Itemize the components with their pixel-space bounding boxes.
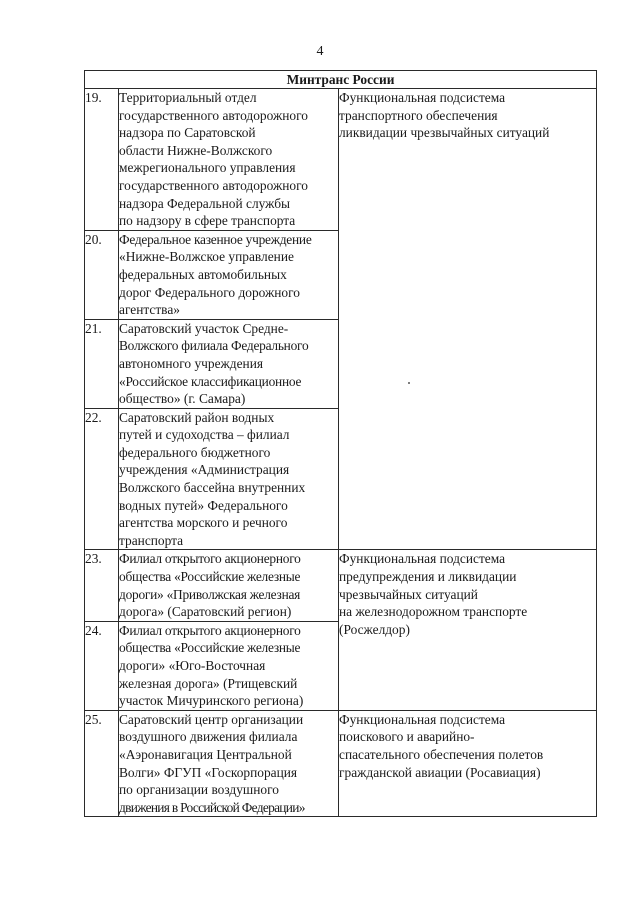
table-row bbox=[85, 89, 597, 231]
text-line: предупреждения и ликвидации bbox=[339, 569, 517, 585]
text-line: государственного автодорожного bbox=[119, 177, 308, 193]
row-number: 19. bbox=[85, 89, 119, 231]
text-line: Саратовский центр организации bbox=[119, 711, 304, 727]
row-number: 20. bbox=[85, 230, 119, 319]
text-line: поискового и аварийно- bbox=[339, 729, 475, 745]
text-line: транспортного обеспечения bbox=[339, 107, 498, 123]
organization-cell bbox=[119, 621, 339, 710]
text-line: федерального бюджетного bbox=[119, 444, 271, 460]
text-line: Филиал открытого акционерного bbox=[119, 551, 301, 567]
text-line: железная дорога» (Ртищевский bbox=[119, 675, 298, 691]
text-line: путей и судоходства – филиал bbox=[119, 427, 290, 443]
text-line: чрезвычайных ситуаций bbox=[339, 586, 478, 602]
text-line: государственного автодорожного bbox=[119, 107, 308, 123]
text-line: общество» (г. Самара) bbox=[119, 391, 246, 407]
organizations-table bbox=[84, 70, 597, 817]
text-line: движения в Российской Федерации» bbox=[119, 799, 305, 815]
text-line: общества «Российские железные bbox=[119, 640, 301, 656]
text-line: Волжского филиала Федерального bbox=[119, 338, 309, 354]
section-header: Минтранс России bbox=[85, 71, 597, 89]
subsystem-cell-railway bbox=[339, 550, 597, 710]
text-line: «Нижне-Волжское управление bbox=[119, 249, 294, 265]
text-line: ликвидации чрезвычайных ситуаций bbox=[339, 125, 550, 141]
row-number: 25. bbox=[85, 710, 119, 817]
text-line: «Российское классификационное bbox=[119, 373, 302, 389]
text-line: Территориальный отдел bbox=[119, 90, 257, 105]
text-line: дороги» «Юго-Восточная bbox=[119, 658, 266, 673]
text-line: надзора Федеральной службы bbox=[119, 195, 291, 211]
text-line: автономного учреждения bbox=[119, 355, 264, 371]
text-line: спасательного обеспечения полетов bbox=[339, 746, 544, 762]
text-line: межрегионального управления bbox=[119, 160, 296, 176]
text-line: гражданской авиации (Росавиация) bbox=[339, 764, 541, 780]
text-line: агентства морского и речного bbox=[119, 515, 288, 531]
text-line: дорога» (Саратовский регион) bbox=[119, 604, 292, 620]
text-line: Саратовский участок Средне- bbox=[119, 320, 289, 336]
text-line: надзора по Саратовской bbox=[119, 125, 256, 141]
text-line: дорог Федерального дорожного bbox=[119, 284, 300, 300]
organization-cell bbox=[119, 89, 339, 231]
organization-cell bbox=[119, 408, 339, 550]
text-line: Филиал открытого акционерного bbox=[119, 622, 301, 638]
text-line: учреждения «Администрация bbox=[119, 462, 290, 478]
text-line: «Аэронавигация Центральной bbox=[119, 746, 292, 762]
text-line: водных путей» Федерального bbox=[119, 497, 288, 513]
text-line: участок Мичуринского региона) bbox=[119, 693, 304, 709]
page-number: 4 bbox=[316, 44, 324, 59]
organization-cell bbox=[119, 710, 339, 817]
text-line: на железнодорожном транспорте bbox=[339, 604, 528, 620]
row-number: 22. bbox=[85, 408, 119, 550]
text-line: Функциональная подсистема bbox=[339, 90, 506, 105]
text-line: дороги» «Приволжская железная bbox=[119, 586, 301, 602]
text-line: Саратовский район водных bbox=[119, 409, 275, 425]
text-line: Волги» ФГУП «Госкорпорация bbox=[119, 764, 298, 780]
subsystem-cell-transport bbox=[339, 89, 597, 550]
row-number: 23. bbox=[85, 550, 119, 621]
text-line: области Нижне-Волжского bbox=[119, 142, 273, 158]
text-line: Функциональная подсистема bbox=[339, 551, 506, 567]
text-line: по надзору в сфере транспорта bbox=[119, 213, 296, 229]
organization-cell bbox=[119, 319, 339, 408]
text-line: (Росжелдор) bbox=[339, 621, 410, 637]
text-line: общества «Российские железные bbox=[119, 569, 301, 585]
row-number: 24. bbox=[85, 621, 119, 710]
section-header-row bbox=[85, 71, 597, 89]
table-row bbox=[85, 710, 597, 817]
row-number: 21. bbox=[85, 319, 119, 408]
text-line: агентства» bbox=[119, 302, 180, 318]
text-line: воздушного движения филиала bbox=[119, 729, 298, 745]
text-line: по организации воздушного bbox=[119, 782, 279, 798]
text-line: Федеральное казенное учреждение bbox=[119, 231, 312, 247]
text-line: транспорта bbox=[119, 532, 184, 548]
organization-cell bbox=[119, 550, 339, 621]
text-line: Функциональная подсистема bbox=[339, 711, 506, 727]
text-line: федеральных автомобильных bbox=[119, 266, 287, 282]
table-row bbox=[85, 550, 597, 621]
text-line: Волжского бассейна внутренних bbox=[119, 480, 306, 496]
subsystem-cell-aviation bbox=[339, 710, 597, 817]
organization-cell bbox=[119, 230, 339, 319]
scan-speck bbox=[408, 382, 410, 384]
